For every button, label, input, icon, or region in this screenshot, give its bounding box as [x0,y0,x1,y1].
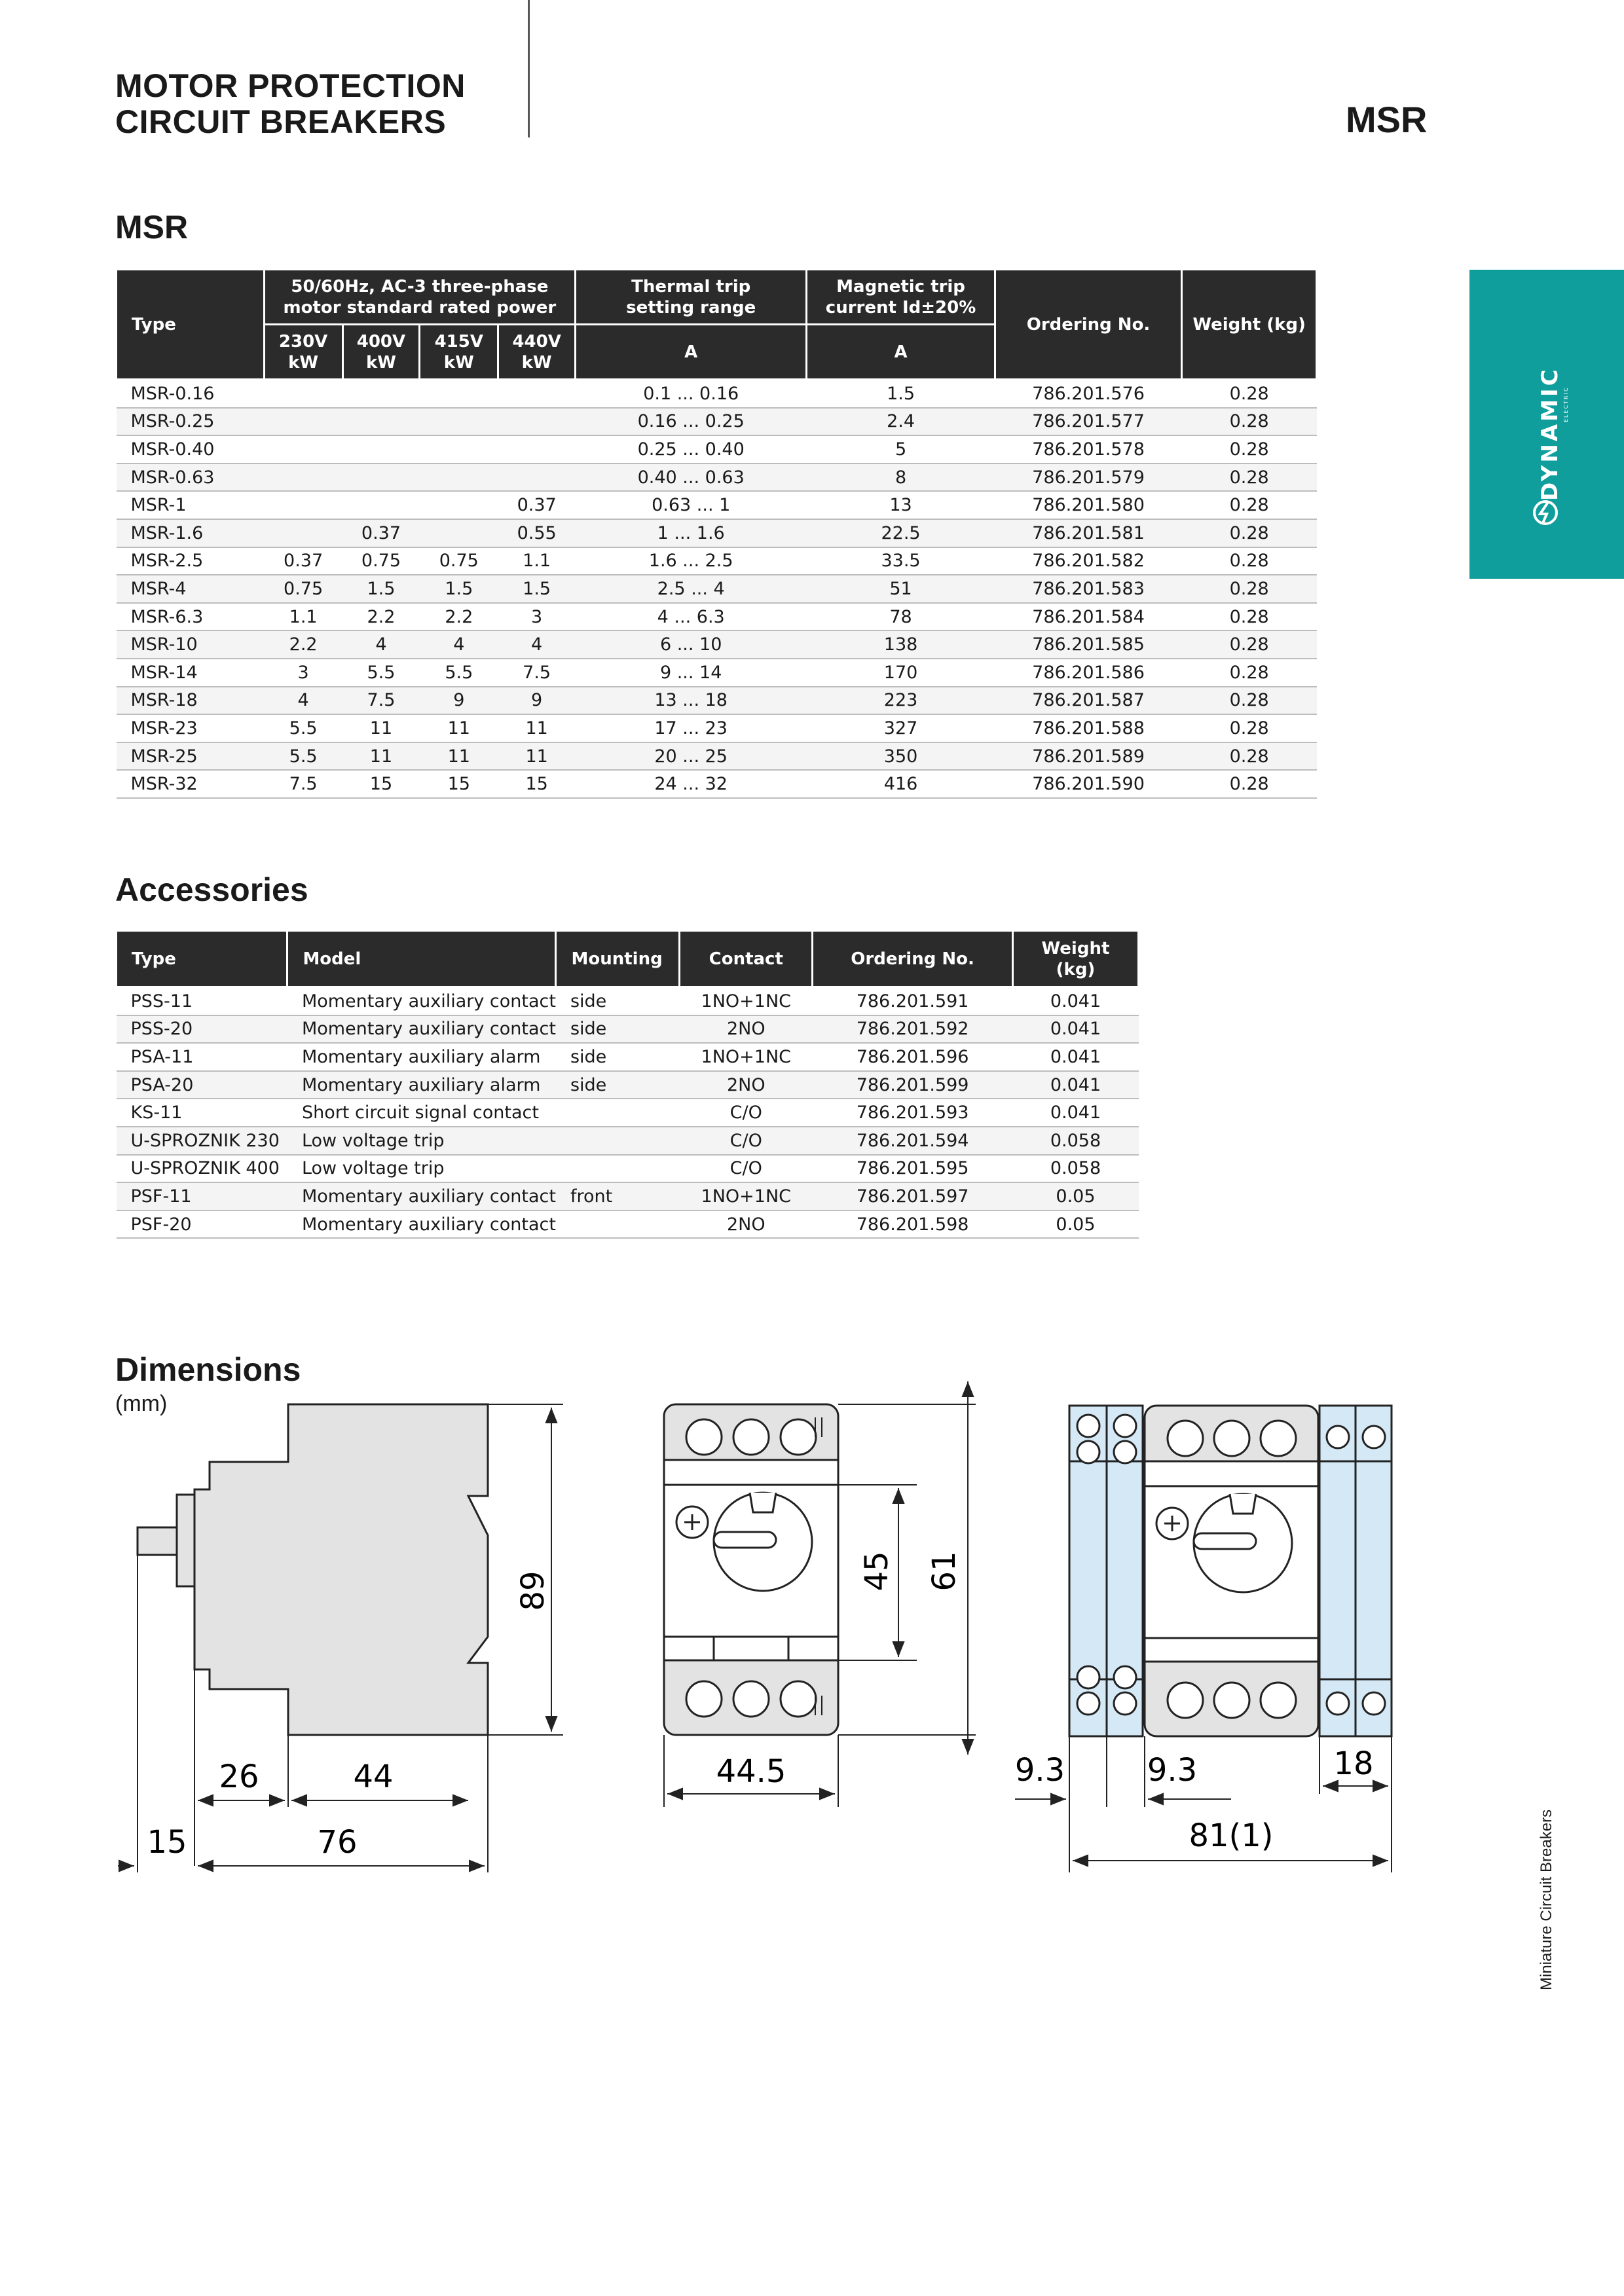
msr-table-row-cell: MSR-32 [117,770,265,798]
msr-table-row-cell [498,435,576,464]
msr-col-thermal: Thermal trip setting range [576,270,807,325]
front-view-drawing [655,1375,995,1820]
msr-table-row-cell [264,491,342,519]
msr-table-row-cell [264,408,342,436]
msr-table-row-cell [420,464,498,492]
msr-table-row-cell [420,491,498,519]
accessories-table-row-cell: C/O [680,1155,813,1183]
msr-table-row-cell: 5.5 [264,714,342,742]
msr-table-row-cell: 786.201.589 [995,742,1182,771]
msr-table-row-cell [264,519,342,547]
accessories-table-row-cell: 0.058 [1012,1155,1138,1183]
msr-table-row-cell: 0.37 [342,519,420,547]
msr-section-title: MSR [115,209,189,246]
msr-table-row-cell: 786.201.584 [995,603,1182,631]
msr-table-row-cell: 223 [807,687,995,715]
accessories-table-row-cell: side [556,987,680,1015]
accessories-table-row-cell: 0.041 [1012,1071,1138,1099]
dimensions-unit: (mm) [115,1391,168,1416]
accessories-table-row-cell: 786.201.591 [813,987,1013,1015]
msr-table-row-cell: 0.28 [1182,687,1317,715]
front-d61-label: 61 [926,1551,963,1592]
msr-table-row-cell: 13 [807,491,995,519]
accessories-table-row-cell: PSS-20 [117,1015,287,1044]
msr-table-row-cell: 0.1 ... 0.16 [576,380,807,408]
accessories-table-row-cell: KS-11 [117,1099,287,1127]
msr-table-row-cell: 9 [498,687,576,715]
side-view-drawing [111,1394,583,1892]
header-divider [528,0,530,137]
msr-table-row-cell: MSR-0.63 [117,464,265,492]
msr-table-row-cell: MSR-4 [117,575,265,603]
accessories-table-row-cell: PSF-11 [117,1182,287,1211]
msr-table-row-cell: MSR-1 [117,491,265,519]
accessories-table-row [117,1127,1139,1155]
accessories-table-row-cell [556,1099,680,1127]
msr-table-row-cell: 350 [807,742,995,771]
msr-table-row-cell: 6 ... 10 [576,630,807,659]
accessories-table-row-cell: 786.201.593 [813,1099,1013,1127]
msr-table-row-cell: 11 [498,742,576,771]
accessories-table-row-cell: front [556,1182,680,1211]
msr-table-row-cell: 786.201.582 [995,547,1182,575]
msr-table-row-cell: 4 [264,687,342,715]
assembly-d9a-label: 9.3 [1014,1752,1065,1789]
msr-table-row-cell: 2.2 [342,603,420,631]
accessories-table-row-cell: 786.201.598 [813,1211,1013,1239]
msr-table-row-cell: 0.25 ... 0.40 [576,435,807,464]
msr-table-row-cell: 138 [807,630,995,659]
msr-table-row [117,742,1317,771]
msr-table-row-cell: 3 [498,603,576,631]
msr-table-row-cell: 7.5 [264,770,342,798]
msr-table-row [117,491,1317,519]
msr-table-row-cell: MSR-2.5 [117,547,265,575]
accessories-table-row-cell: 1NO+1NC [680,1182,813,1211]
msr-table-row-cell: MSR-25 [117,742,265,771]
accessories-table-row-cell: PSS-11 [117,987,287,1015]
accessories-table-row [117,1043,1139,1071]
title-line-2: CIRCUIT BREAKERS [115,103,447,140]
msr-table-row-cell: 0.16 ... 0.25 [576,408,807,436]
accessories-table-row-cell: Momentary auxiliary contact [287,1015,556,1044]
msr-table-row-cell: 5.5 [264,742,342,771]
accessories-table-row-cell: U-SPROZNIK 230 [117,1127,287,1155]
assembly-d18-label: 18 [1333,1745,1374,1782]
accessories-table-row-cell: 786.201.596 [813,1043,1013,1071]
msr-table-row-cell: 0.28 [1182,630,1317,659]
msr-col-power: 50/60Hz, AC-3 three-phase motor standard rated power [264,270,575,325]
msr-table-row [117,464,1317,492]
msr-table-row [117,435,1317,464]
msr-table-row-cell: 786.201.588 [995,714,1182,742]
acc-col-contact: Contact [680,931,813,987]
accessories-table-row-cell: Short circuit signal contact [287,1099,556,1127]
msr-table-row-cell: 327 [807,714,995,742]
msr-table-row [117,687,1317,715]
msr-table-row-cell: 4 [342,630,420,659]
accessories-table-row-cell: Momentary auxiliary alarm [287,1071,556,1099]
accessories-table-row-cell: 0.041 [1012,987,1138,1015]
side-d44-label: 44 [353,1758,394,1795]
accessories-table-row-cell: PSA-20 [117,1071,287,1099]
msr-table-row-cell [342,464,420,492]
msr-table-row [117,714,1317,742]
msr-table-row-cell: 0.28 [1182,659,1317,687]
msr-table-row-cell: 51 [807,575,995,603]
msr-table-row-cell: 1.5 [498,575,576,603]
msr-table-row-cell: 15 [498,770,576,798]
msr-table-row-cell: 0.28 [1182,575,1317,603]
msr-table-row-cell: 4 [498,630,576,659]
msr-col-type: Type [117,270,265,380]
msr-table-row-cell: 22.5 [807,519,995,547]
msr-col-400v: 400V kW [342,325,420,380]
accessories-table-row-cell: 2NO [680,1071,813,1099]
accessories-table [115,930,1139,1239]
msr-table-row-cell: 0.55 [498,519,576,547]
front-width-label: 44.5 [716,1753,786,1790]
msr-table-row-cell: 11 [342,742,420,771]
msr-table-row-cell: 0.37 [498,491,576,519]
accessories-table-row-cell: 1NO+1NC [680,1043,813,1071]
msr-table-row-cell: 11 [342,714,420,742]
msr-table-row-cell [498,464,576,492]
accessories-table-row [117,1211,1139,1239]
accessories-table-row-cell: 1NO+1NC [680,987,813,1015]
title-line-1: MOTOR PROTECTION [115,67,466,104]
msr-table-row-cell: 5 [807,435,995,464]
accessories-table-row-cell: 2NO [680,1015,813,1044]
msr-table-row [117,519,1317,547]
accessories-table-row-cell: 786.201.592 [813,1015,1013,1044]
accessories-table-row [117,1099,1139,1127]
msr-table-row-cell [342,380,420,408]
msr-table-row-cell: 3 [264,659,342,687]
accessories-table-row [117,1182,1139,1211]
msr-table-row-cell: 786.201.586 [995,659,1182,687]
msr-table-row-cell: 78 [807,603,995,631]
msr-table-row-cell: 5.5 [420,659,498,687]
msr-table-row [117,659,1317,687]
msr-table-row-cell: MSR-0.16 [117,380,265,408]
msr-table-row-cell: 786.201.577 [995,408,1182,436]
msr-col-230v: 230V kW [264,325,342,380]
side-caption: Miniature Circuit Breakers [1538,1809,1555,1990]
accessories-table-row-cell: 786.201.595 [813,1155,1013,1183]
accessories-table-row-cell: Low voltage trip [287,1155,556,1183]
acc-col-type: Type [117,931,287,987]
msr-table-row-cell: 1.1 [498,547,576,575]
msr-table-row-cell: MSR-23 [117,714,265,742]
accessories-table-row-cell: Momentary auxiliary contact [287,987,556,1015]
msr-table-row-cell: 786.201.579 [995,464,1182,492]
accessories-table-row-cell [556,1127,680,1155]
document-title [115,68,466,140]
side-d26-label: 26 [219,1758,259,1795]
msr-table-row-cell: 0.28 [1182,714,1317,742]
accessories-table-row-cell: 0.041 [1012,1043,1138,1071]
msr-col-weight: Weight (kg) [1182,270,1317,380]
accessories-table-row-cell: C/O [680,1127,813,1155]
accessories-table-body [117,987,1139,1239]
accessories-table-row-cell: Momentary auxiliary contact [287,1211,556,1239]
acc-col-model: Model [287,931,556,987]
msr-table-row-cell: MSR-1.6 [117,519,265,547]
assembly-total-label: 81(1) [1189,1817,1274,1854]
msr-table-row-cell [342,435,420,464]
msr-table-row [117,547,1317,575]
accessories-table-row-cell: side [556,1071,680,1099]
accessories-table-row-cell: 0.041 [1012,1015,1138,1044]
msr-table-row-cell [342,491,420,519]
assembly-d9b-label: 9.3 [1147,1752,1198,1789]
msr-table-row-cell: 1.1 [264,603,342,631]
msr-table-row-cell: 1.5 [420,575,498,603]
msr-table-row-cell [264,380,342,408]
msr-table-row-cell: 1 ... 1.6 [576,519,807,547]
accessories-table-row-cell [556,1211,680,1239]
msr-table-row-cell: 2.4 [807,408,995,436]
msr-table-row-cell: 11 [420,742,498,771]
msr-table-row-cell: 0.40 ... 0.63 [576,464,807,492]
accessories-table-row-cell: 0.058 [1012,1127,1138,1155]
msr-col-440v: 440V kW [498,325,576,380]
msr-col-magnetic-unit: A [807,325,995,380]
msr-table-row-cell [420,519,498,547]
msr-table-row-cell: MSR-0.25 [117,408,265,436]
accessories-table-row-cell: Momentary auxiliary contact [287,1182,556,1211]
msr-table-row-cell [420,435,498,464]
accessories-table-row-cell: 0.05 [1012,1182,1138,1211]
accessories-table-row-cell: Momentary auxiliary alarm [287,1043,556,1071]
accessories-table-row [117,1071,1139,1099]
msr-table-row-cell: MSR-14 [117,659,265,687]
msr-table-row-cell: 20 ... 25 [576,742,807,771]
msr-table-row-cell: 786.201.576 [995,380,1182,408]
msr-col-ordering: Ordering No. [995,270,1182,380]
acc-col-mounting: Mounting [556,931,680,987]
msr-table-row-cell: 7.5 [342,687,420,715]
msr-table-row [117,630,1317,659]
msr-table-row-cell [420,408,498,436]
msr-col-thermal-unit: A [576,325,807,380]
msr-table-row-cell: 786.201.587 [995,687,1182,715]
msr-table-row-cell: 9 ... 14 [576,659,807,687]
accessories-section-title: Accessories [115,871,308,908]
accessories-table-row-cell: side [556,1043,680,1071]
acc-col-ordering: Ordering No. [813,931,1013,987]
msr-table-row-cell [498,380,576,408]
accessories-table-row-cell: 786.201.599 [813,1071,1013,1099]
msr-table-row-cell: 15 [342,770,420,798]
assembly-view-drawing [1008,1388,1414,1886]
side-d15-label: 15 [147,1824,187,1861]
msr-table-row-cell: MSR-6.3 [117,603,265,631]
msr-table-row-cell: MSR-0.40 [117,435,265,464]
side-d76-label: 76 [317,1824,358,1861]
msr-table-row-cell: 0.28 [1182,380,1317,408]
msr-table-row-cell: 0.28 [1182,435,1317,464]
msr-table-row-cell: 0.28 [1182,547,1317,575]
msr-table-row-cell: 1.5 [807,380,995,408]
front-d45-label: 45 [858,1551,895,1592]
accessories-table-row-cell: PSF-20 [117,1211,287,1239]
msr-table-row-cell: 786.201.578 [995,435,1182,464]
msr-table-row-cell: 0.28 [1182,603,1317,631]
msr-table-row-cell: 33.5 [807,547,995,575]
msr-table-row [117,575,1317,603]
msr-table-row-cell: 11 [498,714,576,742]
brand-sub: ELECTRIC [1563,386,1569,422]
msr-table-row-cell: 0.75 [420,547,498,575]
msr-table-row-cell: 786.201.581 [995,519,1182,547]
accessories-table-row [117,987,1139,1015]
msr-table-row-cell: 1.5 [342,575,420,603]
msr-table [115,268,1318,799]
dimensions-section-title: Dimensions [115,1351,301,1388]
msr-table-row-cell: 170 [807,659,995,687]
msr-table-row-cell: 11 [420,714,498,742]
msr-table-row-cell: 786.201.585 [995,630,1182,659]
msr-table-row [117,408,1317,436]
msr-table-row-cell: 2.5 ... 4 [576,575,807,603]
product-code: MSR [1346,99,1428,140]
side-height-label: 89 [515,1571,551,1611]
msr-table-row-cell [264,435,342,464]
msr-table-row [117,380,1317,408]
msr-table-row-cell [498,408,576,436]
msr-table-row [117,770,1317,798]
accessories-table-row [117,1155,1139,1183]
brand-name: DYNAMIC [1537,367,1563,501]
msr-table-row-cell: MSR-18 [117,687,265,715]
msr-table-row-cell: 9 [420,687,498,715]
msr-table-row-cell: MSR-10 [117,630,265,659]
msr-table-row-cell: 786.201.583 [995,575,1182,603]
msr-table-body [117,380,1317,798]
msr-table-row-cell: 0.28 [1182,464,1317,492]
msr-table-row-cell [342,408,420,436]
msr-table-row-cell: 786.201.580 [995,491,1182,519]
msr-table-row-cell: 416 [807,770,995,798]
msr-table-row-cell: 1.6 ... 2.5 [576,547,807,575]
msr-table-row-cell: 5.5 [342,659,420,687]
msr-table-row-cell: 0.75 [264,575,342,603]
msr-table-row-cell: 0.28 [1182,519,1317,547]
accessories-table-row-cell: C/O [680,1099,813,1127]
brand-logo [1526,337,1572,527]
accessories-table-row-cell: 2NO [680,1211,813,1239]
msr-table-row-cell: 0.28 [1182,491,1317,519]
msr-table-row-cell: 0.63 ... 1 [576,491,807,519]
acc-col-weight: Weight (kg) [1012,931,1138,987]
msr-table-row-cell: 0.28 [1182,770,1317,798]
accessories-table-row-cell: PSA-11 [117,1043,287,1071]
msr-table-row [117,603,1317,631]
msr-table-row-cell: 0.75 [342,547,420,575]
msr-col-magnetic: Magnetic trip current Id±20% [807,270,995,325]
msr-col-415v: 415V kW [420,325,498,380]
accessories-table-row-cell: Low voltage trip [287,1127,556,1155]
msr-table-row-cell: 0.37 [264,547,342,575]
accessories-table-row-cell: U-SPROZNIK 400 [117,1155,287,1183]
msr-table-row-cell: 2.2 [264,630,342,659]
msr-table-row-cell [264,464,342,492]
msr-table-row-cell: 4 [420,630,498,659]
msr-table-row-cell: 7.5 [498,659,576,687]
msr-table-row-cell [420,380,498,408]
msr-table-row-cell: 13 ... 18 [576,687,807,715]
msr-table-row-cell: 786.201.590 [995,770,1182,798]
msr-table-row-cell: 8 [807,464,995,492]
msr-table-row-cell: 0.28 [1182,742,1317,771]
accessories-table-row-cell [556,1155,680,1183]
accessories-table-row-cell: 786.201.597 [813,1182,1013,1211]
accessories-table-row-cell: side [556,1015,680,1044]
msr-table-row-cell: 4 ... 6.3 [576,603,807,631]
msr-table-row-cell: 15 [420,770,498,798]
accessories-table-row-cell: 0.05 [1012,1211,1138,1239]
msr-table-row-cell: 2.2 [420,603,498,631]
msr-table-row-cell: 0.28 [1182,408,1317,436]
accessories-table-row [117,1015,1139,1044]
msr-table-row-cell: 17 ... 23 [576,714,807,742]
accessories-table-row-cell: 0.041 [1012,1099,1138,1127]
msr-table-row-cell: 24 ... 32 [576,770,807,798]
accessories-table-row-cell: 786.201.594 [813,1127,1013,1155]
